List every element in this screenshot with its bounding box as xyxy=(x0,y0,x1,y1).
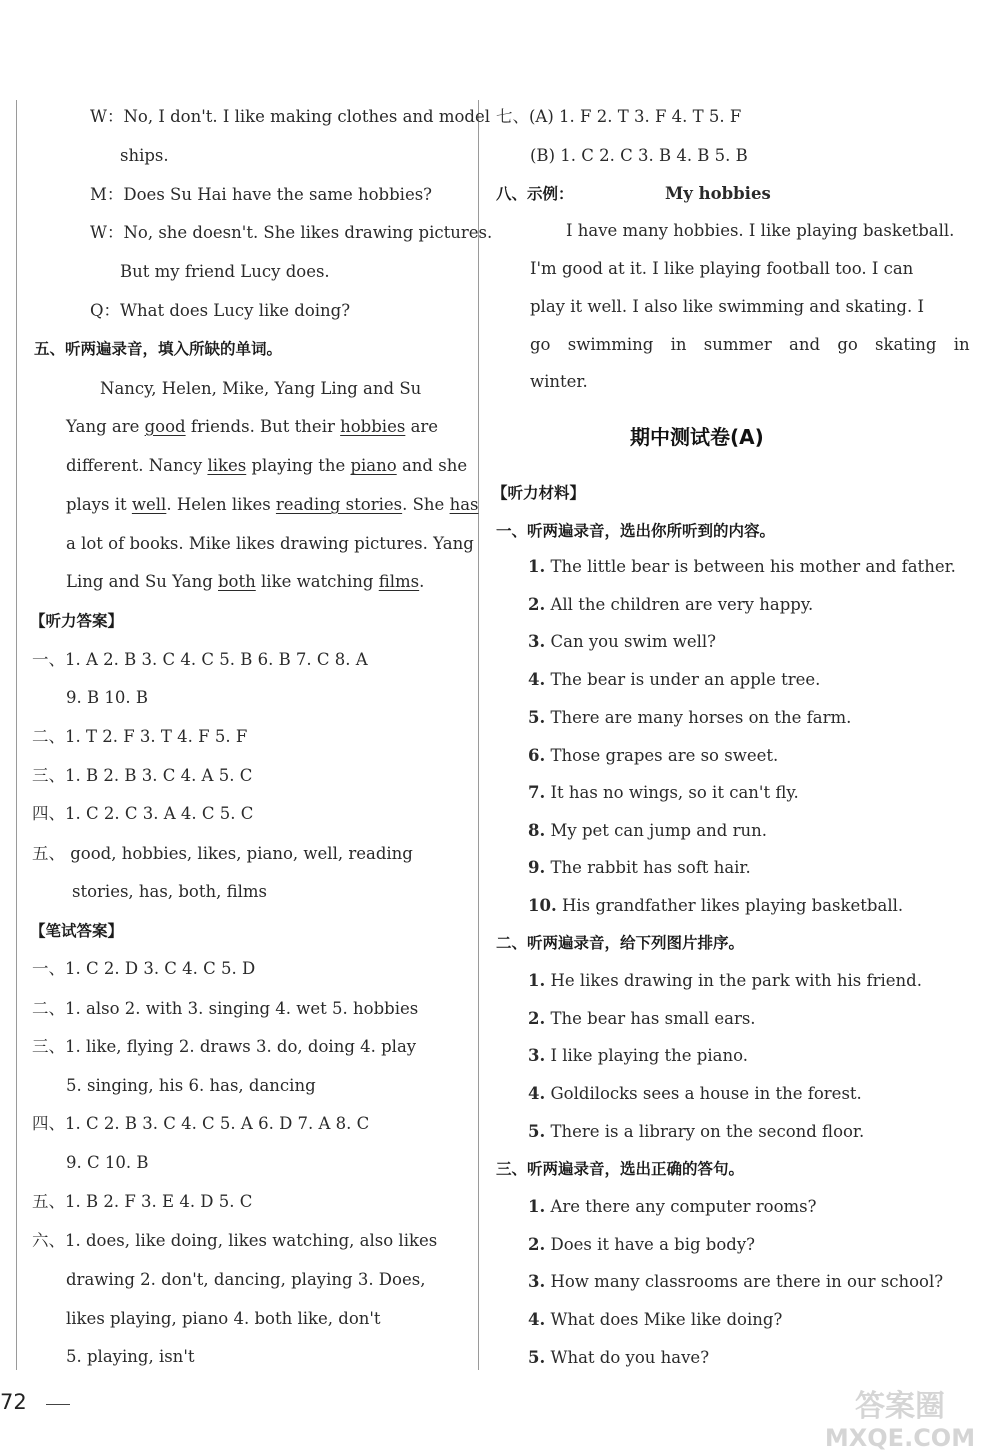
dialog-line: W：No, she doesn't. She likes drawing pictures. xyxy=(90,223,493,242)
passage-line: Yang are good friends. But their hobbies are xyxy=(66,417,439,436)
script-line: 4. Goldilocks sees a house in the forest. xyxy=(528,1084,862,1103)
answer-row: 9. C 10. B xyxy=(66,1153,149,1172)
script-line: 6. Those grapes are so sweet. xyxy=(528,746,779,765)
section-5-heading: 五、听两遍录音，填入所缺的单词。 xyxy=(34,340,283,358)
question-1-heading: 一、听两遍录音，选出你所听到的内容。 xyxy=(496,522,776,540)
column-divider xyxy=(478,100,479,1370)
blank-answer: piano xyxy=(350,456,397,475)
essay-line: I have many hobbies. I like playing basketball. xyxy=(566,221,955,240)
answer-row: 5. singing, his 6. has, dancing xyxy=(66,1076,316,1095)
dialog-line: M：Does Su Hai have the same hobbies? xyxy=(90,185,433,204)
script-line: 5. There are many horses on the farm. xyxy=(528,708,852,727)
dialog-line: But my friend Lucy does. xyxy=(120,262,330,281)
blank-answer: has xyxy=(449,495,479,514)
answer-row: 二、1. T 2. F 3. T 4. F 5. F xyxy=(32,727,248,746)
question-3-heading: 三、听两遍录音，选出正确的答句。 xyxy=(496,1160,745,1178)
answer-row: stories, has, both, films xyxy=(72,882,267,901)
answer-row: 三、1. B 2. B 3. C 4. A 5. C xyxy=(32,766,253,785)
script-line: 4. What does Mike like doing? xyxy=(528,1310,783,1329)
dialog-line: W：No, I don't. I like making clothes and model xyxy=(90,107,491,126)
answer-row: 5. playing, isn't xyxy=(66,1347,195,1366)
script-line: 8. My pet can jump and run. xyxy=(528,821,767,840)
script-line: 9. The rabbit has soft hair. xyxy=(528,858,751,877)
script-line: 10. His grandfather likes playing basketball. xyxy=(528,896,904,915)
script-line: 1. Are there any computer rooms? xyxy=(528,1197,817,1216)
passage-line: a lot of books. Mike likes drawing pictures. Yang xyxy=(66,534,474,553)
answer-row: likes playing, piano 4. both like, don't xyxy=(66,1309,381,1328)
passage-line: plays it well. Helen likes reading stories. She has xyxy=(66,495,479,514)
passage-line: Ling and Su Yang both like watching films. xyxy=(66,572,425,591)
watermark-top-text: 答案圈 xyxy=(855,1389,945,1424)
page-number-rule xyxy=(46,1404,70,1405)
script-line: 3. How many classrooms are there in our school? xyxy=(528,1272,944,1291)
script-line: 2. The bear has small ears. xyxy=(528,1009,756,1028)
page-number: 72 xyxy=(0,1390,27,1414)
listening-answers-heading: 【听力答案】 xyxy=(30,612,124,630)
passage-line: Nancy, Helen, Mike, Yang Ling and Su xyxy=(100,379,422,398)
blank-answer: reading stories xyxy=(275,495,403,514)
answer-row: 二、1. also 2. with 3. singing 4. wet 5. hobbies xyxy=(32,999,419,1018)
essay-line: play it well. I also like swimming and skating. I xyxy=(530,297,924,316)
script-line: 7. It has no wings, so it can't fly. xyxy=(528,783,799,802)
script-line: 3. Can you swim well? xyxy=(528,632,716,651)
answer-row: 四、1. C 2. B 3. C 4. C 5. A 6. D 7. A 8. C xyxy=(32,1114,370,1133)
written-answers-heading: 【笔试答案】 xyxy=(30,922,124,940)
script-line: 4. The bear is under an apple tree. xyxy=(528,670,821,689)
exam-title: 期中测试卷(A) xyxy=(630,425,764,449)
answer-row: 五、1. B 2. F 3. E 4. D 5. C xyxy=(32,1192,253,1211)
script-line: 5. There is a library on the second floor. xyxy=(528,1122,865,1141)
material-heading: 【听力材料】 xyxy=(492,484,586,502)
blank-answer: films xyxy=(378,572,420,591)
question-2-heading: 二、听两遍录音，给下列图片排序。 xyxy=(496,934,745,952)
blank-answer: good xyxy=(144,417,186,436)
script-line: 2. Does it have a big body? xyxy=(528,1235,756,1254)
script-line: 2. All the children are very happy. xyxy=(528,595,814,614)
essay-line: I'm good at it. I like playing football too. I can xyxy=(530,259,914,278)
blank-answer: likes xyxy=(207,456,247,475)
dialog-line: ships. xyxy=(120,146,169,165)
answer-row: (B) 1. C 2. C 3. B 4. B 5. B xyxy=(530,146,748,165)
answer-row: 五、 good, hobbies, likes, piano, well, reading xyxy=(32,844,413,863)
watermark-logo xyxy=(800,1384,1000,1451)
answer-row: 四、1. C 2. C 3. A 4. C 5. C xyxy=(32,804,254,823)
blank-answer: well xyxy=(131,495,167,514)
script-line: 3. I like playing the piano. xyxy=(528,1046,748,1065)
left-margin-rule xyxy=(16,100,17,1370)
dialog-question: Q：What does Lucy like doing? xyxy=(90,301,351,320)
answer-row: 七、(A) 1. F 2. T 3. F 4. T 5. F xyxy=(496,107,742,126)
blank-answer: both xyxy=(218,572,256,591)
script-line: 1. The little bear is between his mother and father. xyxy=(528,557,956,576)
blank-answer: hobbies xyxy=(340,417,406,436)
answer-row: 一、1. C 2. D 3. C 4. C 5. D xyxy=(32,959,256,978)
answer-row: 三、1. like, flying 2. draws 3. do, doing 4. play xyxy=(32,1037,417,1056)
section-8-label: 八、示例： xyxy=(496,185,574,203)
answer-row: 一、1. A 2. B 3. C 4. C 5. B 6. B 7. C 8. A xyxy=(32,650,368,669)
essay-title: My hobbies xyxy=(665,184,771,203)
essay-line: winter. xyxy=(530,372,588,391)
script-line: 1. He likes drawing in the park with his friend. xyxy=(528,971,922,990)
essay-line: go swimming in summer and go skating in xyxy=(530,335,970,354)
script-line: 5. What do you have? xyxy=(528,1348,710,1367)
answer-row: 六、1. does, like doing, likes watching, also likes xyxy=(32,1231,438,1250)
answer-row: drawing 2. don't, dancing, playing 3. Does, xyxy=(66,1270,426,1289)
passage-line: different. Nancy likes playing the piano and she xyxy=(66,456,468,475)
watermark-bottom-text: MXQE.COM xyxy=(824,1424,976,1451)
answer-row: 9. B 10. B xyxy=(66,688,148,707)
